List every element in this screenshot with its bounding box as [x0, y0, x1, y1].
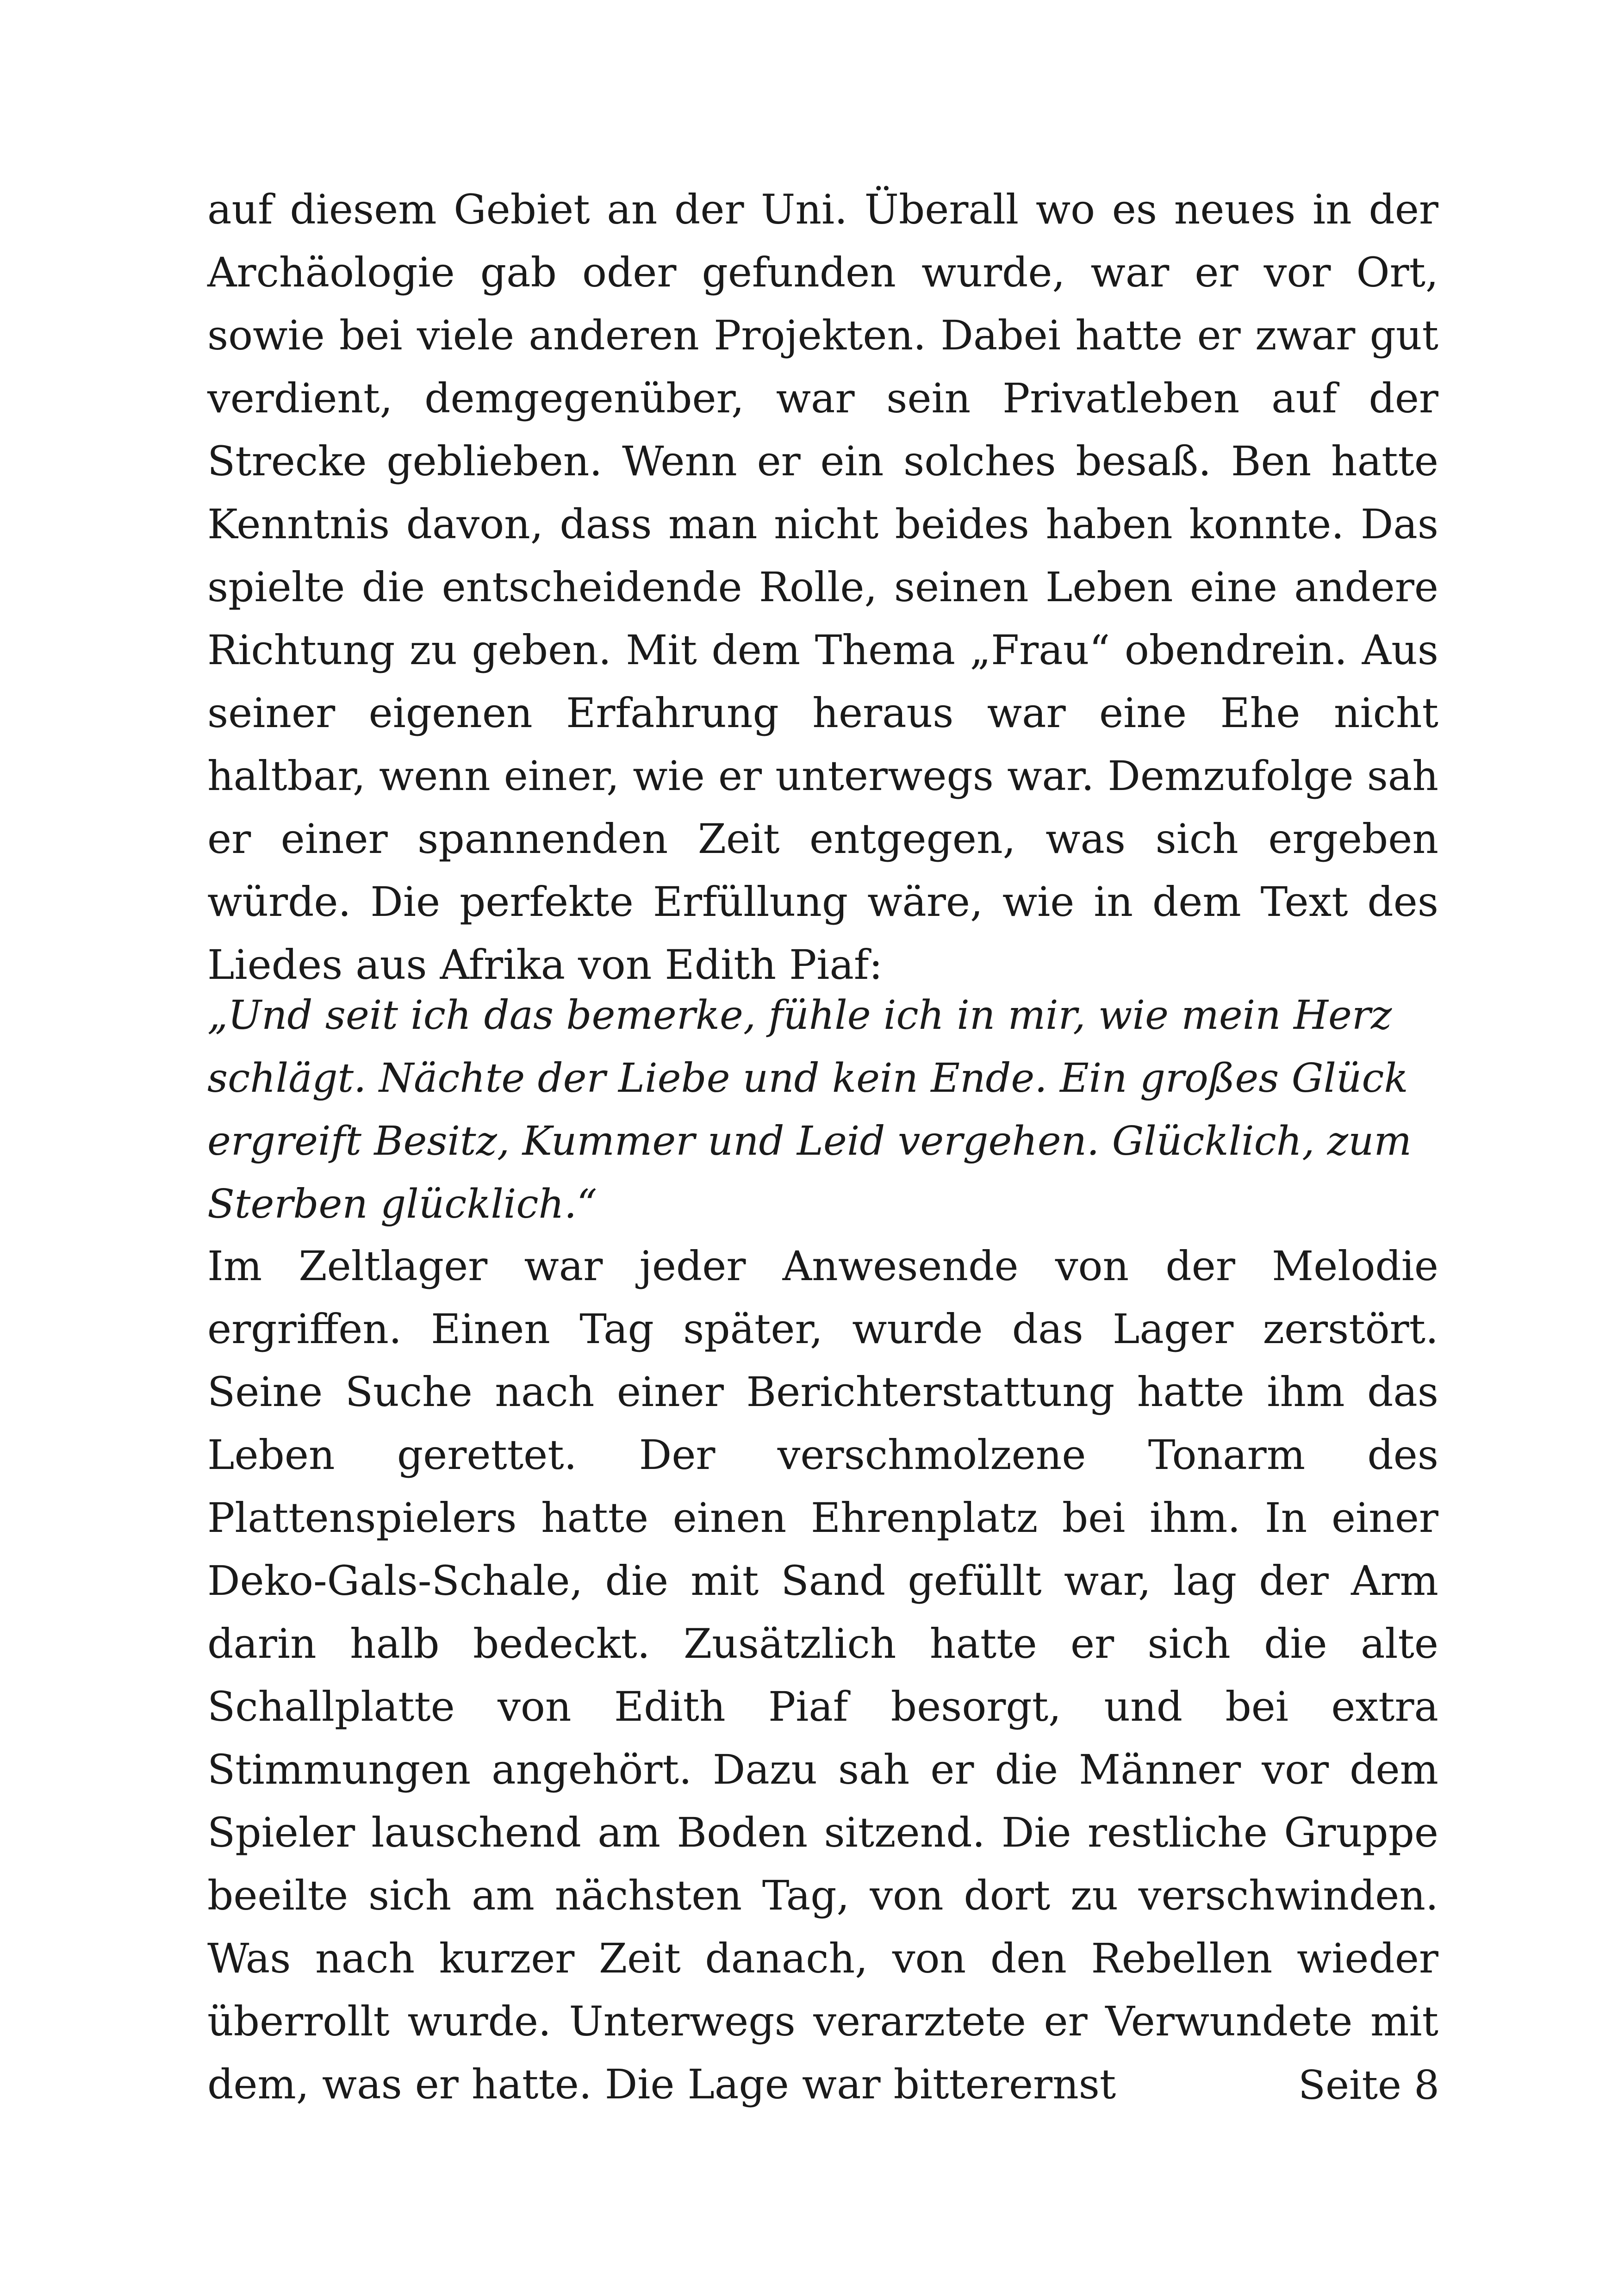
song-quote: „Und seit ich das bemerke, fühle ich in mir, wie mein Herz schlägt. Nächte der Liebe und kein Ende. Ein großes Glück ergreift Besitz, Kummer und Leid vergehen. Glücklich, zum Sterben glücklich.“: [207, 992, 1412, 1227]
body-paragraph: auf diesem Gebiet an der Uni. Überall wo es neues in der Archäologie gab oder gefunden wurde, war er vor Ort, sowie bei viele anderen Projekten. Dabei hatte er zwar gut verdient, demgegenüber, war sein Privatleben auf der Strecke geblieben. Wenn er ein solches besaß. Ben hatte Kenntnis davon, dass man nicht beides haben konnte. Das spielte die entscheidende Rolle, seinen Leben eine andere Richtung zu geben. Mit dem Thema „Frau“ obendrein. Aus seiner eigenen Erfahrung heraus war eine Ehe nicht haltbar, wenn einer, wie er unterwegs war. Demzufolge sah er einer spannenden Zeit entgegen, was sich ergeben würde. Die perfekte Erfüllung wäre, wie in dem Text des Liedes aus Afrika von Edith Piaf:: [207, 186, 1438, 989]
page-number: Seite 8: [1298, 2062, 1439, 2109]
body-paragraph: Im Zeltlager war jeder Anwesende von der Melodie ergriffen. Einen Tag später, wurde das Lager zerstört. Seine Suche nach einer Berichterstattung hatte ihm das Leben gerettet. Der verschmolzene Tonarm des Plattenspielers hatte einen Ehrenplatz bei ihm. In einer Deko-Gals-Schale, die mit Sand gefüllt war, lag der Arm darin halb bedeckt. Zusätzlich hatte er sich die alte Schallplatte von Edith Piaf besorgt, und bei extra Stimmungen angehört. Dazu sah er die Männer vor dem Spieler lauschend am Boden sitzend. Die restliche Gruppe beeilte sich am nächsten Tag, von dort zu verschwinden. Was nach kurzer Zeit danach, von den Rebellen wieder überrollt wurde. Unterwegs verarztete er Verwundete mit dem, was er hatte. Die Lage war bitterernst: [207, 1242, 1438, 2108]
